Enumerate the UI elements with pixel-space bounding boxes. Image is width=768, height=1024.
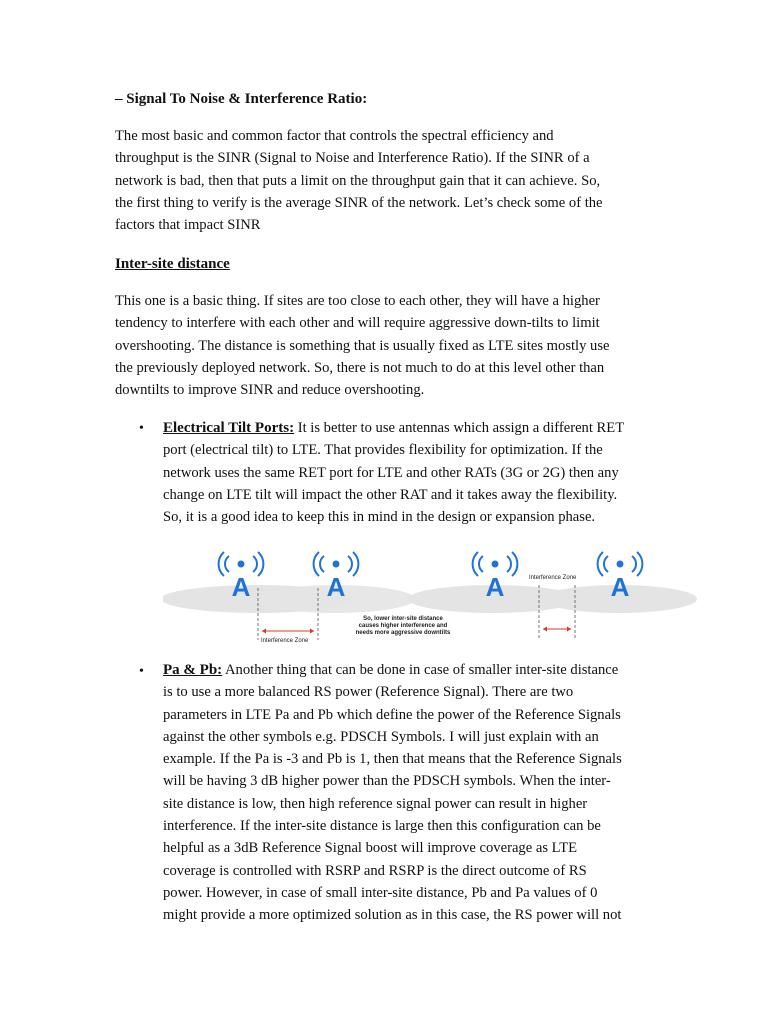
intro-line: throughput is the SINR (Signal to Noise and Interference Ratio). If the SINR of a (115, 150, 590, 167)
inter-site-line: the previously deployed network. So, there is not much to do at this level other than (115, 359, 605, 376)
inter-site-paragraph (115, 290, 655, 401)
item-lead-pa-pb: Pa & Pb: (163, 662, 223, 678)
inter-site-line: This one is a basic thing. If sites are too close to each other, they will have a higher (115, 293, 600, 309)
intro-line: factors that impact SINR (115, 217, 261, 234)
inter-site-line: overshooting. The distance is something that is usually fixed as LTE sites mostly use (115, 337, 610, 354)
item-line: coverage is controlled with RSRP and RSRP is the direct outcome of RS (163, 862, 587, 879)
tower-letter: A (485, 572, 505, 602)
interference-arrow (262, 629, 314, 634)
item-line: parameters in LTE Pa and Pb which define the power of the Reference Signals (163, 706, 621, 723)
intro-line: The most basic and common factor that controls the spectral efficiency and (115, 128, 554, 144)
intro-line: network is bad, then that puts a limit on the throughput gain that it can achieve. So, (115, 172, 601, 189)
item-line: is to use a more balanced RS power (Reference Signal). There are two (163, 684, 574, 701)
tower-letter: A (326, 572, 346, 602)
inter-site-line: tendency to interfere with each other and will require aggressive down-tilts to limit (115, 315, 600, 332)
figure-note-line: needs more aggressive downtilts (355, 630, 451, 636)
item-line: port (electrical tilt) to LTE. That provides flexibility for optimization. If the (163, 442, 603, 459)
item-line: Another thing that can be done in case of smaller inter-site distance (222, 662, 619, 678)
interference-arrow (543, 627, 571, 632)
section-heading: – Signal To Noise & Interference Ratio: (115, 91, 368, 107)
bullet-marker: • (139, 421, 144, 436)
inter-site-line: downtilts to improve SINR and reduce overshooting. (115, 382, 425, 399)
item-line: helpful as a 3dB Reference Signal boost will improve coverage as LTE (163, 840, 578, 857)
item-line: might provide a more optimized solution as in this case, the RS power will not (163, 907, 622, 924)
figure-note-line: So, lower inter-site distance (363, 616, 443, 622)
interference-zone-label: Interference Zone (529, 575, 577, 581)
bullet-pa-pb (163, 659, 663, 927)
subheading-inter-site-distance: Inter-site distance (115, 256, 230, 272)
bullet-electrical-tilt-ports (163, 417, 663, 528)
tower-letter: A (610, 572, 630, 602)
item-line: against the other symbols e.g. PDSCH Symbols. I will just explain with an (163, 728, 599, 745)
item-line: site distance is low, then high reference signal power can result in higher (163, 795, 588, 812)
figure-note-line: causes higher interference and (358, 623, 448, 629)
intro-paragraph (115, 125, 655, 236)
inter-site-distance-figure (163, 540, 703, 650)
item-line: So, it is a good idea to keep this in mind in the design or expansion phase. (163, 509, 596, 526)
interference-zone-label: Interference Zone (261, 638, 309, 644)
bullet-marker: • (139, 664, 144, 679)
item-lead-electrical-tilt: Electrical Tilt Ports: (163, 420, 295, 436)
item-line: It is better to use antennas which assign a different RET (294, 420, 625, 436)
tower-letter: A (231, 572, 251, 602)
item-line: example. If the Pa is -3 and Pb is 1, then that means that the Reference Signals (163, 751, 622, 768)
item-line: network uses the same RET port for LTE and other RATs (3G or 2G) then any (163, 464, 619, 481)
item-line: interference. If the inter-site distance is large then this configuration can be (163, 818, 601, 835)
item-line: will be having 3 dB higher power than the PDSCH symbols. When the inter- (163, 773, 611, 790)
item-line: change on LTE tilt will impact the other RAT and it takes away the flexibility. (163, 486, 618, 503)
item-line: power. However, in case of small inter-site distance, Pb and Pa values of 0 (163, 884, 598, 901)
intro-line: the first thing to verify is the average SINR of the network. Let’s check some of the (115, 194, 603, 211)
